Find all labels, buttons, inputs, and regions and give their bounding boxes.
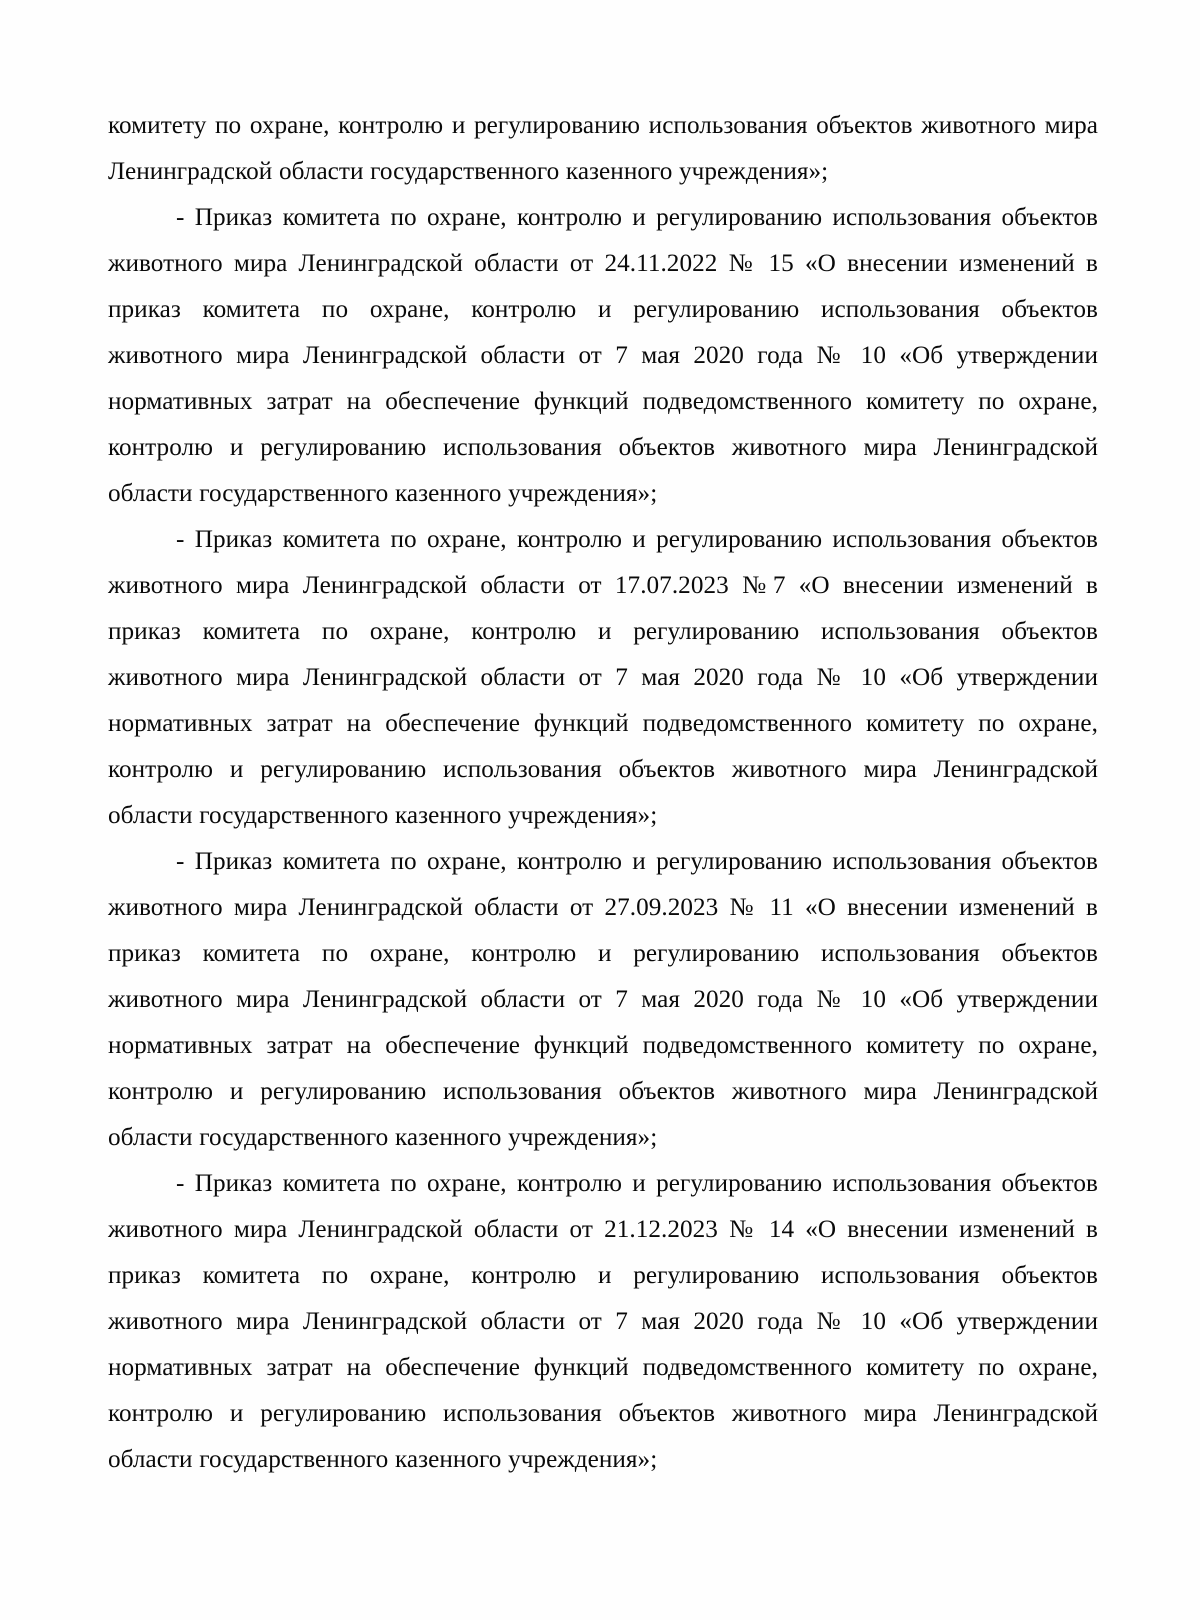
paragraph-order-11-2023: - Приказ комитета по охране, контролю и регулированию использования объектов животного мира Ленинградской области от 27.09.2023 № 11 «О внесении изменений в приказ комитета по охране, контролю и регулированию использования объектов животного мира Ленинградской области от 7 мая 2020 года № 10 «Об утверждении нормативных затрат на обеспечение функций подведомственного комитету по охране, контролю и регулированию использования объектов животного мира Ленинградской области государственного казенного учреждения»;: [108, 848, 1098, 1151]
paragraph-order-15-2022: - Приказ комитета по охране, контролю и регулированию использования объектов животного мира Ленинградской области от 24.11.2022 № 15 «О внесении изменений в приказ комитета по охране, контролю и регулированию использования объектов животного мира Ленинградской области от 7 мая 2020 года № 10 «Об утверждении нормативных затрат на обеспечение функций подведомственного комитету по охране, контролю и регулированию использования объектов животного мира Ленинградской области государственного казенного учреждения»;: [108, 204, 1098, 507]
paragraph-continuation: комитету по охране, контролю и регулированию использования объектов животного мира Ленинградской области государственного казенного учреждения»;: [108, 112, 1098, 185]
paragraph-order-7-2023: - Приказ комитета по охране, контролю и регулированию использования объектов животного мира Ленинградской области от 17.07.2023 №7 «О внесении изменений в приказ комитета по охране, контролю и регулированию использования объектов животного мира Ленинградской области от 7 мая 2020 года № 10 «Об утверждении нормативных затрат на обеспечение функций подведомственного комитету по охране, контролю и регулированию использования объектов животного мира Ленинградской области государственного казенного учреждения»;: [108, 526, 1098, 829]
document-text-body: [108, 103, 1098, 1483]
paragraph-order-14-2023: - Приказ комитета по охране, контролю и регулированию использования объектов животного мира Ленинградской области от 21.12.2023 № 14 «О внесении изменений в приказ комитета по охране, контролю и регулированию использования объектов животного мира Ленинградской области от 7 мая 2020 года № 10 «Об утверждении нормативных затрат на обеспечение функций подведомственного комитету по охране, контролю и регулированию использования объектов животного мира Ленинградской области государственного казенного учреждения»;: [108, 1170, 1098, 1473]
